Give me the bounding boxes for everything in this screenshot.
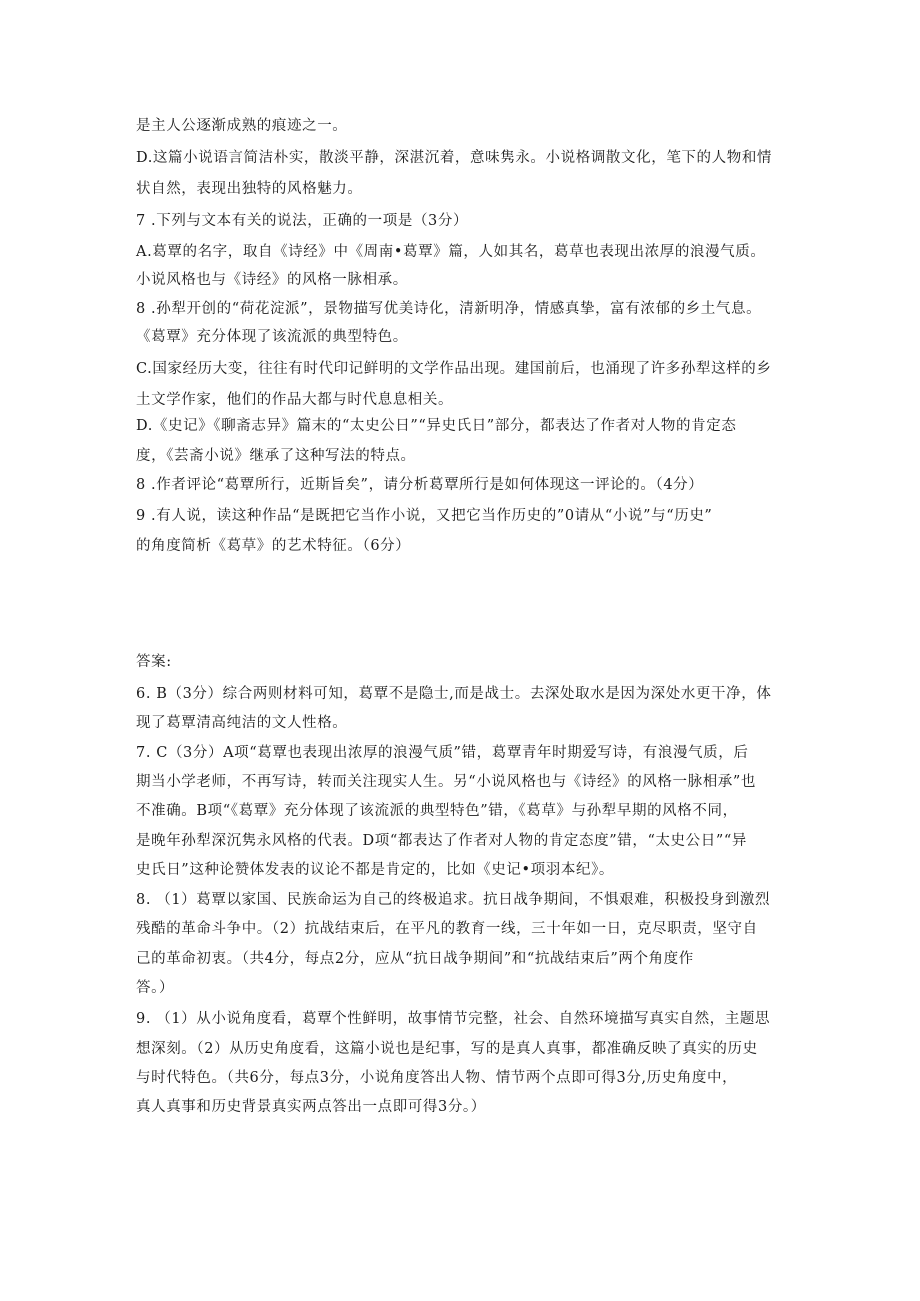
answer-heading: 答案: [136,654,172,670]
answer-text-line: 史氏日”这种论赞体发表的议论不都是肯定的，比如《史记•项羽本纪》。 [136,862,615,878]
answer-text-line: 期当小学老师，不再写诗，转而关注现实人生。另“小说风格也与《诗经》的风格一脉相承”也 [136,774,757,790]
answer-text-line: 想深刻。（2）从历史角度看，这篇小说也是纪事，写的是真人真事，都准确反映了真实的历史 [136,1041,758,1057]
option-c-line: C.国家经历大变，往往有时代印记鲜明的文学作品出现。建国前后，也涌现了许多孙犁这样的乡 [136,361,772,377]
question-text-line: 小说风格也与《诗经》的风格一脉相承。 [136,272,408,288]
question-text-line: 《葛覃》充分体现了该流派的典型特色。 [136,329,408,345]
question-text-line: 状自然，表现出独特的风格魅力。 [136,181,363,197]
question-8-stem: 8 .作者评论“葛覃所行，近斯旨矣”，请分析葛覃所行是如何体现这一评论的。（4分） [136,477,704,493]
question-9-stem: 9 .有人说，读这种作品“是既把它当作小说，又把它当作历史的”0请从“小说”与“历史” [136,508,713,524]
option-b-line: 8 .孙犁开创的“荷花淀派”，景物描写优美诗化，清新明净，情感真挚，富有浓郁的乡土气息。 [136,301,762,317]
question-text-line: 是主人公逐渐成熟的痕迹之一。 [136,118,348,134]
answer-9-line: 9. （1）从小说角度看，葛覃个性鲜明，故事情节完整，社会、自然环境描写真实自然，主题思 [136,1011,771,1027]
answer-text-line: 是晚年孙犁深沉隽永风格的代表。D项“都表达了作者对人物的肯定态度”错，“太史公日”“异 [136,833,747,849]
answer-text-line: 现了葛覃清高纯洁的文人性格。 [136,715,348,731]
answer-text-line: 不准确。B项“《葛覃》充分体现了该流派的典型特色”错，《葛草》与孙犁早期的风格不同， [136,803,738,819]
question-text-line: 的角度简析《葛草》的艺术特征。（6分） [136,538,411,554]
option-a-line: A.葛覃的名字，取自《诗经》中《周南•葛覃》篇，人如其名，葛草也表现出浓厚的浪漫气质。 [136,244,766,260]
answer-text-line: 真人真事和历史背景真实两点答出一点即可得3分。） [136,1099,486,1115]
question-7-stem: 7 .下列与文本有关的说法，正确的一项是（3分） [136,213,469,229]
answer-text-line: 残酷的革命斗争中。（2）抗战结束后，在平凡的教育一线，三十年如一日，克尽职责，坚守自 [136,921,758,937]
answer-text-line: 与时代特色。（共6分，每点3分，小说角度答出人物、情节两个点即可得3分,历史角度中， [136,1070,738,1086]
question-text-line: 土文学作家，他们的作品大都与时代息息相关。 [136,392,454,408]
answer-text-line: 答。） [136,980,175,996]
option-d-line: D.这篇小说语言简洁朴实，散淡平静，深湛沉着，意味隽永。小说格调散文化，笔下的人物和情 [136,150,773,166]
question-text-line: 度，《芸斋小说》继承了这种写法的特点。 [136,448,416,464]
answer-7-line: 7. C（3分）A项“葛覃也表现出浓厚的浪漫气质”错，葛覃青年时期爱写诗，有浪漫气质，后 [136,745,749,761]
option-d-line: D.《史记》《聊斋志异》篇末的“太史公日”“异史氏日”部分，都表达了作者对人物的肯定态 [136,418,737,434]
answer-8-line: 8. （1）葛覃以家国、民族命运为自己的终极追求。抗日战争期间，不惧艰难，积极投身到激烈 [136,892,771,908]
answer-6-line: 6. B（3分）综合两则材料可知，葛覃不是隐士,而是战士。去深处取水是因为深处水更干净，体 [136,686,772,702]
answer-text-line: 己的革命初衷。（共4分，每点2分，应从“抗日战争期间”和“抗战结束后”两个角度作 [136,951,694,967]
